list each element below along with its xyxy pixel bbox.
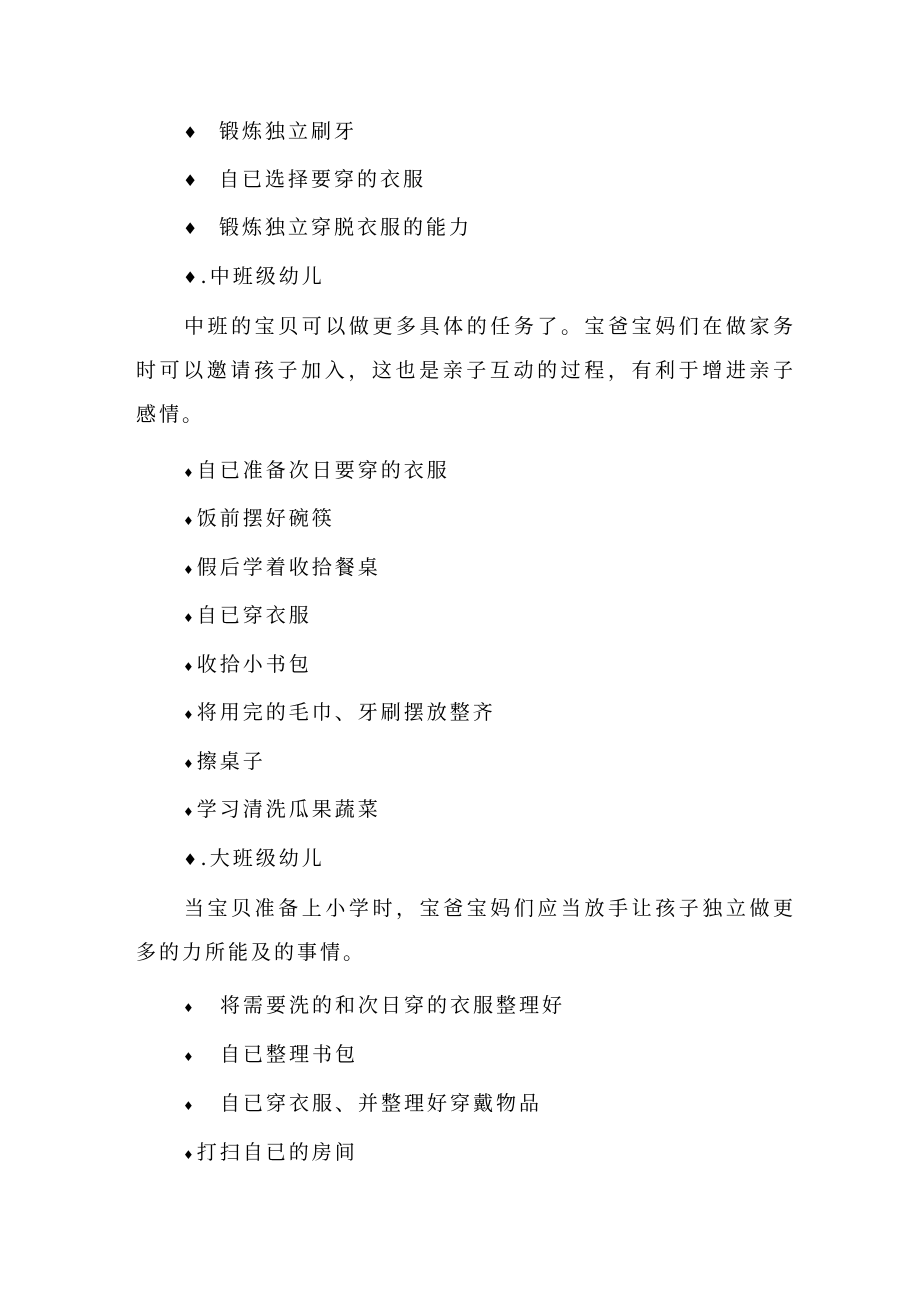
list-item: ♦ 自已整理书包 (183, 1039, 920, 1069)
list-item: ♦饭前摆好碗筷 (183, 503, 920, 533)
paragraph-large: 当宝贝准备上小学时，宝爸宝妈们应当放手让孩子独立做更多的力所能及的事情。 (136, 896, 796, 964)
diamond-bullet-icon: ♦ (183, 563, 197, 577)
list-item: ♦自已穿衣服 (183, 600, 920, 630)
diamond-bullet-icon: ♦ (183, 805, 197, 819)
diamond-bullet-icon: ♦ (183, 757, 197, 771)
list-item: ♦假后学着收拾餐桌 (183, 552, 920, 582)
diamond-bullet-icon: ♦ (183, 219, 201, 238)
list-item: ♦ 锻炼独立穿脱衣服的能力 (183, 212, 920, 242)
list-item: ♦收拾小书包 (183, 649, 920, 679)
diamond-bullet-icon: ♦ (183, 708, 197, 722)
list-item: ♦ 锻炼独立刷牙 (183, 116, 920, 146)
list-item: ♦ 将需要洗的和次日穿的衣服整理好 (183, 990, 920, 1020)
paragraph-middle: 中班的宝贝可以做更多具体的任务了。宝爸宝妈们在做家务时可以邀请孩子加入，这也是亲子互动的过程，有利于增进亲子感情。 (136, 314, 796, 426)
section-heading-large: ♦.大班级幼儿 (183, 843, 920, 873)
list-item: ♦擦桌子 (183, 746, 920, 776)
list-item: ♦将用完的毛巾、牙刷摆放整齐 (183, 697, 920, 727)
diamond-bullet-icon: ♦ (183, 850, 201, 869)
diamond-bullet-icon: ♦ (183, 171, 201, 190)
diamond-bullet-icon: ♦ (183, 268, 201, 287)
diamond-bullet-icon: ♦ (183, 466, 197, 480)
diamond-bullet-icon: ♦ (183, 1148, 197, 1162)
diamond-bullet-icon: ♦ (183, 1099, 197, 1113)
list-item: ♦ 自已选择要穿的衣服 (183, 164, 920, 194)
section-heading-middle: ♦.中班级幼儿 (183, 261, 920, 291)
list-item: ♦自已准备次日要穿的衣服 (183, 455, 920, 485)
list-item: ♦学习清洗瓜果蔬菜 (183, 794, 920, 824)
diamond-bullet-icon: ♦ (183, 514, 197, 528)
diamond-bullet-icon: ♦ (183, 660, 197, 674)
list-item: ♦ 自已穿衣服、并整理好穿戴物品 (183, 1088, 920, 1118)
diamond-bullet-icon: ♦ (183, 1050, 197, 1064)
diamond-bullet-icon: ♦ (183, 1001, 197, 1015)
diamond-bullet-icon: ♦ (183, 123, 201, 142)
list-item: ♦打扫自已的房间 (183, 1137, 920, 1167)
diamond-bullet-icon: ♦ (183, 611, 197, 625)
